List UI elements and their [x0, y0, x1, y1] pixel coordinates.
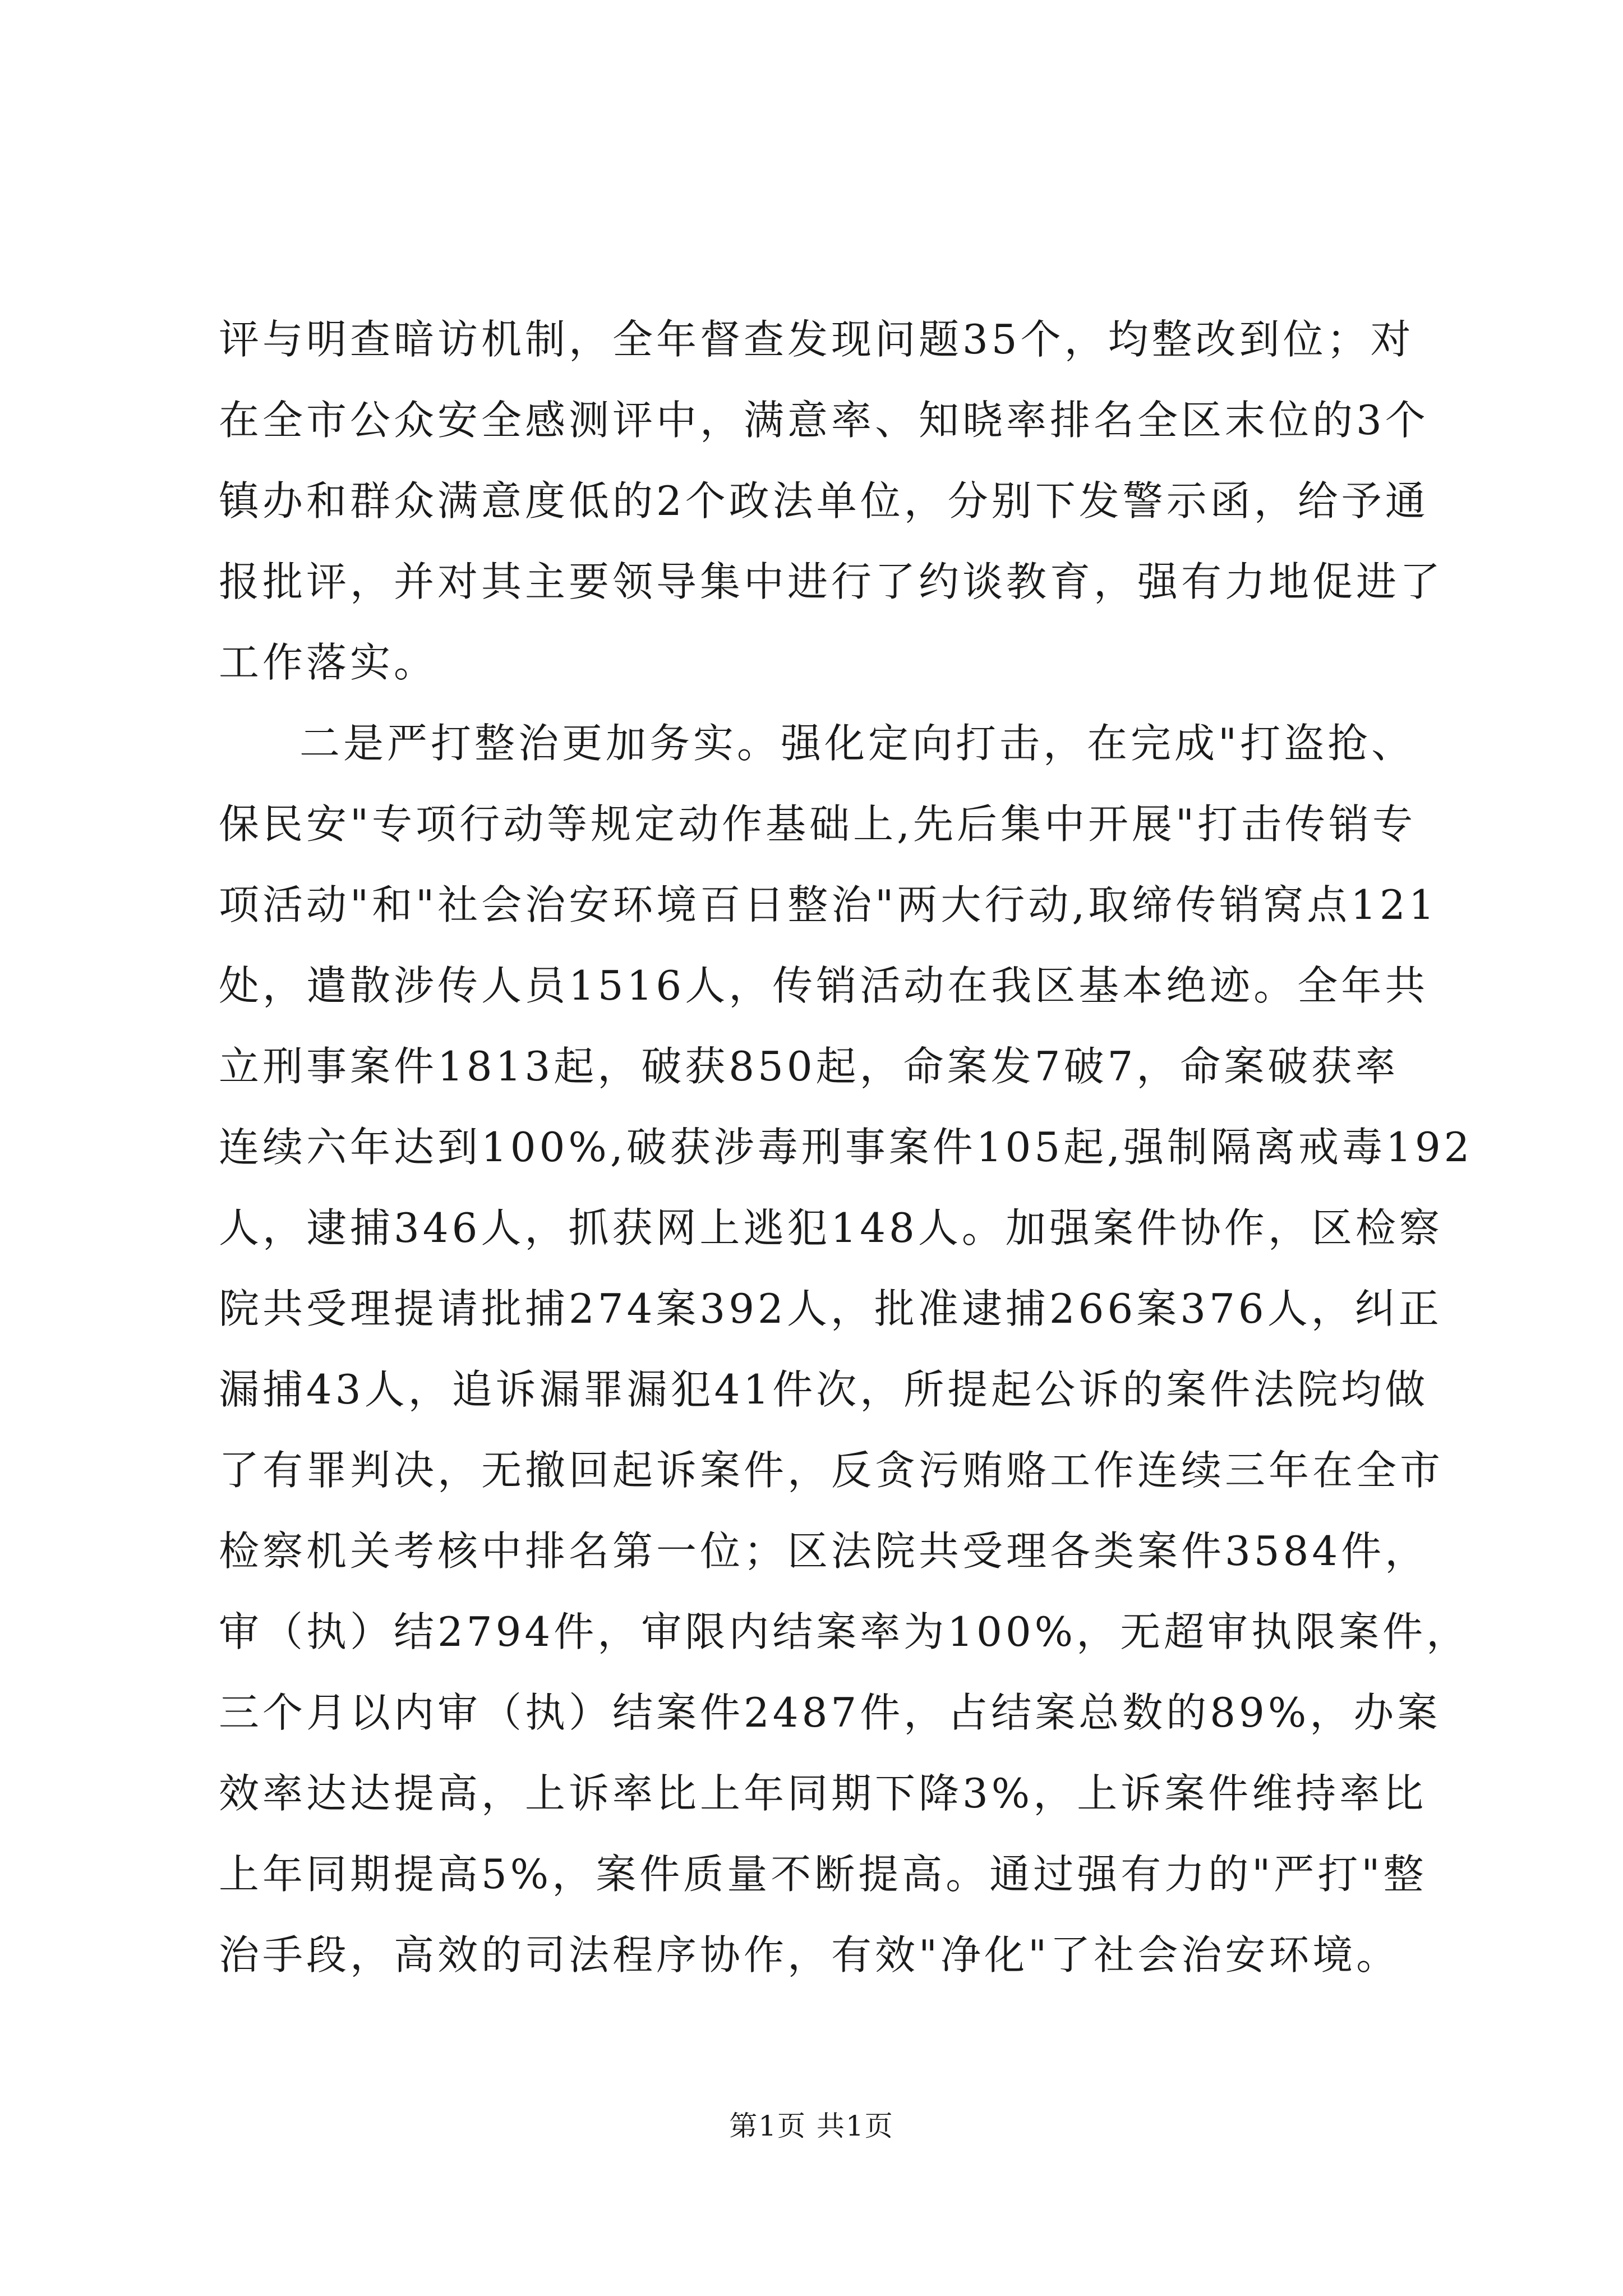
paragraph-line: 二是严打整治更加务实。强化定向打击，在完成"打盗抢、 [299, 720, 1415, 767]
paragraph-line: 报批评，并对其主要领导集中进行了约谈教育，强有力地促进了 [219, 558, 1444, 605]
paragraph-line: 人，逮捕346人，抓获网上逃犯148人。加强案件协作，区检察 [219, 1204, 1443, 1251]
paragraph-line: 立刑事案件1813起，破获850起，命案发7破7，命案破获率 [219, 1043, 1399, 1090]
paragraph-line: 处，遣散涉传人员1516人，传销活动在我区基本绝迹。全年共 [219, 962, 1429, 1009]
paragraph-line: 三个月以内审（执）结案件2487件，占结案总数的89%，办案 [219, 1689, 1441, 1736]
paragraph-line: 在全市公众安全感测评中，满意率、知晓率排名全区末位的3个 [219, 397, 1429, 444]
paragraph-line: 治手段，高效的司法程序协作，有效"净化"了社会治安环境。 [219, 1931, 1400, 1978]
paragraph-line: 保民安"专项行动等规定动作基础上,先后集中开展"打击传销专 [219, 800, 1417, 848]
paragraph-line: 检察机关考核中排名第一位；区法院共受理各类案件3584件， [219, 1527, 1429, 1575]
paragraph-line: 评与明查暗访机制，全年督查发现问题35个，均整改到位；对 [219, 316, 1414, 363]
paragraph-line: 漏捕43人，追诉漏罪漏犯41件次，所提起公诉的案件法院均做 [219, 1366, 1429, 1413]
paragraph-line: 了有罪判决，无撤回起诉案件，反贪污贿赂工作连续三年在全市 [219, 1447, 1444, 1494]
paragraph-line: 审（执）结2794件，审限内结案率为100%，无超审执限案件， [219, 1608, 1470, 1655]
paragraph-line: 效率达达提高，上诉率比上年同期下降3%，上诉案件维持率比 [219, 1770, 1427, 1817]
paragraph-line: 镇办和群众满意度低的2个政法单位，分别下发警示函，给予通 [219, 477, 1429, 524]
paragraph-line: 院共受理提请批捕274案392人，批准逮捕266案376人，纠正 [219, 1285, 1442, 1332]
paragraph-line: 工作落实。 [219, 639, 438, 686]
paragraph-line: 上年同期提高5%，案件质量不断提高。通过强有力的"严打"整 [219, 1851, 1427, 1898]
paragraph-line: 项活动"和"社会治安环境百日整治"两大行动,取缔传销窝点121 [219, 881, 1438, 928]
paragraph-line: 连续六年达到100%,破获涉毒刑事案件105起,强制隔离戒毒192 [219, 1124, 1473, 1171]
page-footer: 第1页 共1页 [729, 2110, 894, 2142]
